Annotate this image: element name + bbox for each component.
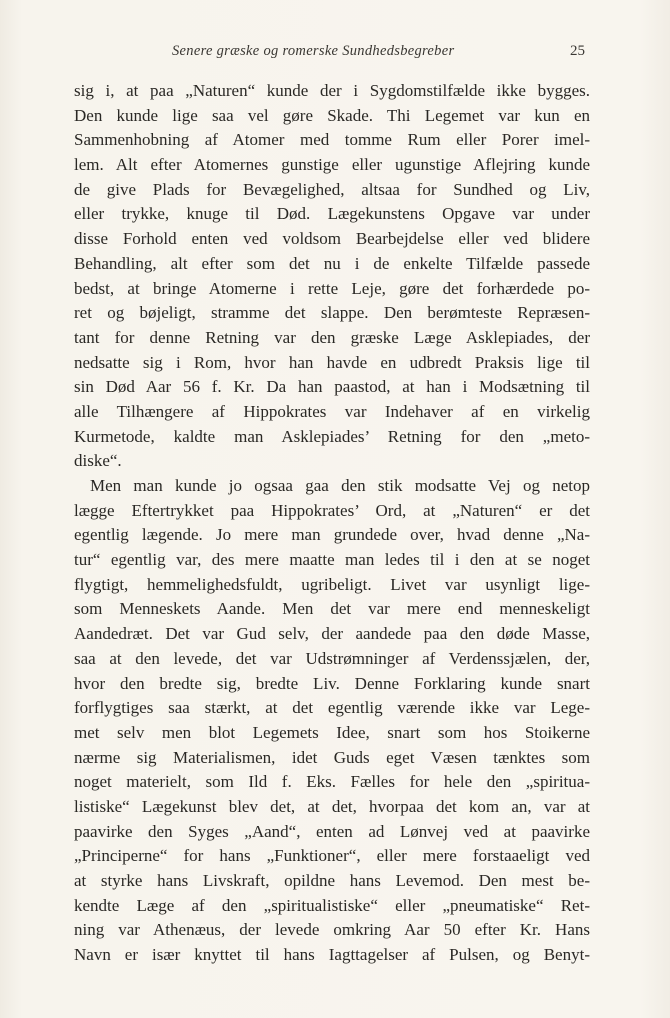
- text-line: lem. Alt efter Atomernes gunstige eller ugunstige Aflejring kunde: [74, 155, 590, 175]
- text-line: „Principerne“ for hans „Funktioner“, eller mere forstaaeligt ved: [74, 846, 590, 866]
- text-line: de give Plads for Bevægelighed, altsaa for Sundhed og Liv,: [74, 179, 590, 199]
- text-line: egentlig lægende. Jo mere man grundede over, hvad denne „Na-: [74, 525, 590, 545]
- text-line: paavirke den Syges „Aand“, enten ad Lønvej ved at paavirke: [74, 821, 590, 841]
- text-line: kendte Læge af den „spiritualistiske“ eller „pneumatiske“ Ret-: [74, 895, 590, 915]
- text-line: Sammenhobning af Atomer med tomme Rum eller Porer imel-: [74, 130, 590, 150]
- paragraph-start-line: Men man kunde jo ogsaa gaa den stik modsatte Vej og netop: [90, 476, 590, 495]
- text-line: bedst, at bringe Atomerne i rette Leje, gøre det forhærdede po-: [74, 278, 590, 298]
- text-line: forflygtiges saa stærkt, at det egentlig værende ikke var Lege-: [74, 698, 590, 718]
- text-line: Den kunde lige saa vel gøre Skade. Thi Legemet var kun en: [74, 105, 590, 125]
- running-title: Senere græske og romerske Sundhedsbegreber: [172, 43, 455, 59]
- text-line: saa at den levede, det var Udstrømninger af Verdenssjælen, der,: [74, 648, 590, 668]
- text-line: alle Tilhængere af Hippokrates var Indehaver af en virkelig: [74, 401, 590, 421]
- text-line: sig i, at paa „Naturen“ kunde der i Sygdomstilfælde ikke bygges.: [74, 81, 590, 100]
- text-line: nærme sig Materialismen, idet Guds eget Væsen tænktes som: [74, 747, 590, 767]
- text-line: nedsatte sig i Rom, hvor han havde en udbredt Praksis lige til: [74, 352, 590, 372]
- text-line: Kurmetode, kaldte man Asklepiades’ Retning for den „meto-: [74, 426, 590, 446]
- text-line: eller trykke, knuge til Død. Lægekunstens Opgave var under: [74, 204, 590, 224]
- text-line: flygtigt, hemmelighedsfuldt, ugribeligt. Livet var usynligt lige-: [74, 574, 590, 594]
- page-number: 25: [570, 43, 585, 59]
- paragraph-end-line: diske“.: [74, 451, 122, 471]
- text-line: met selv men blot Legemets Idee, snart som hos Stoikerne: [74, 722, 590, 742]
- text-line: hvor den bredte sig, bredte Liv. Denne Forklaring kunde snart: [74, 673, 590, 693]
- text-line: Navn er især knyttet til hans Iagttagelser af Pulsen, og Benyt-: [74, 945, 590, 965]
- body-text: [74, 79, 590, 968]
- text-line: noget materielt, som Ild f. Eks. Fælles for hele den „spiritua-: [74, 772, 590, 792]
- text-line: tur“ egentlig var, des mere maatte man ledes til i den at se noget: [74, 550, 590, 570]
- text-line: disse Forhold enten ved voldsom Bearbejdelse eller ved blidere: [74, 229, 590, 249]
- running-head: [0, 43, 670, 65]
- text-line: listiske“ Lægekunst blev det, at det, hvorpaa det kom an, var at: [74, 796, 590, 816]
- text-line: tant for denne Retning var den græske Læge Asklepiades, der: [74, 327, 590, 347]
- text-line: at styrke hans Livskraft, opildne hans Levemod. Den mest be-: [74, 871, 590, 890]
- text-line: ning var Athenæus, der levede omkring Aar 50 efter Kr. Hans: [74, 920, 590, 940]
- text-line: lægge Eftertrykket paa Hippokrates’ Ord, at „Naturen“ er det: [74, 500, 590, 520]
- text-line: Aandedræt. Det var Gud selv, der aandede paa den døde Masse,: [74, 624, 590, 644]
- text-line: som Menneskets Aande. Men det var mere end menneskeligt: [74, 599, 590, 619]
- text-line: ret og bøjeligt, stramme det slappe. Den berømteste Repræsen-: [74, 303, 590, 323]
- text-line: sin Død Aar 56 f. Kr. Da han paastod, at han i Modsætning til: [74, 377, 590, 397]
- text-line: Behandling, alt efter som det nu i de enkelte Tilfælde passede: [74, 253, 590, 273]
